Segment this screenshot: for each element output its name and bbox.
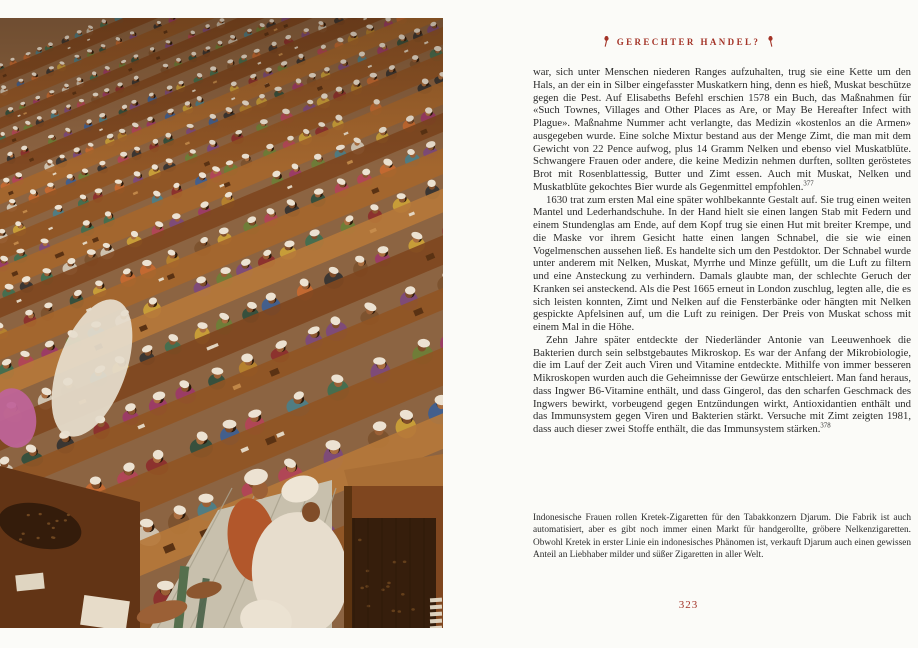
paragraph <box>533 66 911 194</box>
paragraph <box>533 194 911 334</box>
chapter-title: GERECHTER HANDEL? <box>616 36 761 47</box>
right-page <box>459 0 918 648</box>
paragraph-text: 1630 trat zum ersten Mal eine später wohlbekannte Gestalt auf. Sie trug einen weiten Mantel und Lederhandschuhe. In der Hand hielt sie einen langen Stab mit Federn und einem Stundenglas am Ende, auf dem Kopf trug sie einen Hut mit breiter Krempe, und die Maske vor ihrem Gesicht hatte einen langen Schnabel, die sie wie einen Vogelmenschen aussehen ließ. Es handelte sich um den Pestdoktor. Der Schnabel wurde unter anderem mit Nelken, Muskat, Myrrhe und Minze gefüllt, um die Luft zu filtern und eine Ansteckung zu verhindern. Damals glaubte man, der schlechte Geruch der Kranken sei ansteckend. Als die Pest 1665 erneut in London zuschlug, legten alle, die es sich leisten konnten, Zimt und Nelken auf die Fensterbänke oder hängten mit Nelken gespickte Apfelsinen auf, um die Luft zu reinigen. Der Preis von Muskat schoss mit einem Mal in die Höhe. <box>533 193 911 333</box>
paragraph <box>533 334 911 436</box>
factory-photo-svg <box>0 18 443 628</box>
page-number: 323 <box>678 599 699 611</box>
factory-photo <box>0 18 443 628</box>
footnote-marker: 378 <box>820 422 831 430</box>
running-header <box>459 36 918 47</box>
paragraph-text: Zehn Jahre später entdeckte der Niederländer Antonie van Leeuwenhoek die Bakterien durch sein selbstgebautes Mikroskop. Es war der Anfang der Mikrobiologie, die im Lauf der Zeit auch Viren und Vitamine entdeckte. Mithilfe von immer besseren Mikroskopen wurden auch die Geheimnisse der Gewürze entschleiert. Man fand heraus, dass Ingwer B6-Vitamine enthält, und dass Gingerol, das den scharfen Geschmack des Ingwers bewirkt, vorbeugend gegen Entzündungen wirkt, Antioxidantien enthält und das Immunsystem gegen Viren und Bakterien stärkt. Versuche mit Zimt zeigten 1981, dass auch dieser zwei Stoffe enthält, die das Immunsystem stärken. <box>533 333 911 435</box>
paragraph-text: war, sich unter Menschen niederen Ranges aufzuhalten, trug sie eine Kette um den Hals, an der ein in Silber eingefasster Muskatkern hing, denn es hieß, Muskat beschütze gegen die Pest. Auf Elisabeths Befehl erschien 1578 ein Buch, das Maßnahmen für «Such Townes, Villages and Other Places as Are, or May Be Hereafter Infect with Plague». Maßnahme Nummer acht verlangte, das Medizin «kostenlos an die Armen» ausgegeben wurde. Eine solche Mixtur bestand aus der Menge Zimt, die man mit dem Gewicht von 22 Pence aufwog, plus 14 Gramm Nelken und ebenso viel Muskatblüte. Schwangere Frauen oder andere, die keine Medizin nehmen durften, sollten geröstetes Brot mit Rosenblattessig, Butter und Zimt essen. Auch mit Muskat, Nelken und Muskatblüte gekochtes Bier wurde als Gegenmittel empfohlen. <box>533 66 911 193</box>
clove-ornament-icon <box>603 36 610 47</box>
clove-ornament-icon <box>767 36 774 47</box>
photo-caption: Indonesische Frauen rollen Kretek-Zigaretten für den Tabakkonzern Djarum. Die Fabrik ist auch automatisiert, aber es gibt noch immer einen Markt für handgerollte, gröbere Nelkenzigaretten. Obwohl Kretek in erster Linie ein indonesisches Phänomen ist, verkauft Djarum auch einen gewissen Anteil an Liebhaber milder und süßer Zigaretten in aller Welt. <box>533 513 911 560</box>
body-text <box>533 66 911 512</box>
footnote-marker: 377 <box>803 180 814 188</box>
